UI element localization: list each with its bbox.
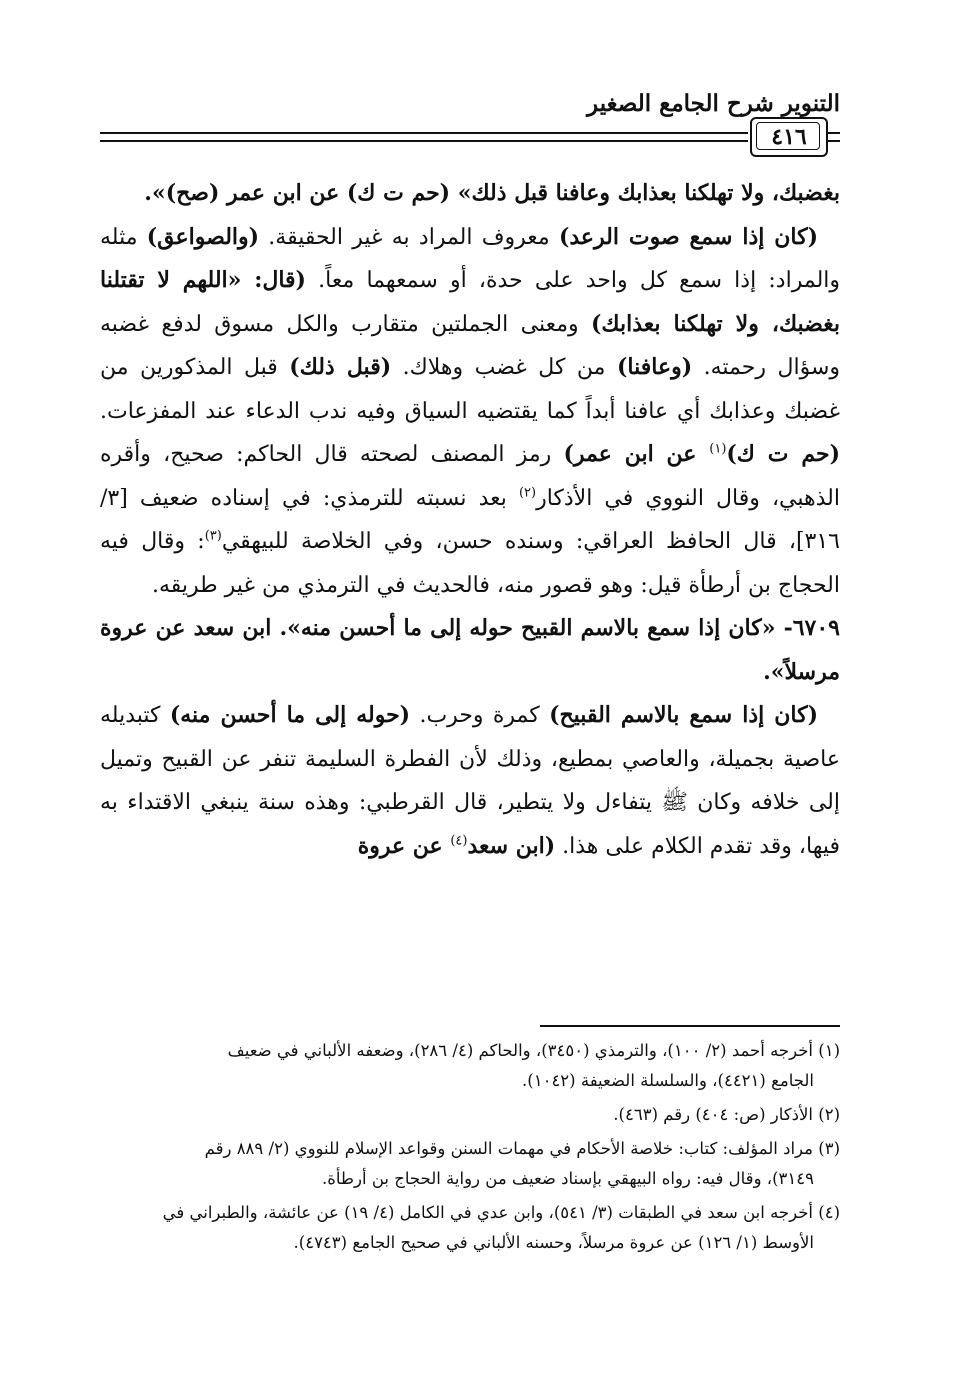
quoted-text: (والصواعق): [146, 223, 260, 250]
quoted-text: (حوله إلى ما أحسن منه): [169, 702, 411, 728]
footnote: [100, 1198, 840, 1258]
footnote-text: الأوسط (١/ ١٢٦) عن عروة مرسلاً، وحسنه الألباني في صحيح الجامع (٤٧٤٣).: [293, 1233, 814, 1252]
quoted-text: عن ابن عمر): [563, 441, 710, 467]
hadith-entry: ٦٧٠٩- «كان إذا سمع بالاسم القبيح حوله إلى ما أحسن منه». ابن سعد عن عروة مرسلاً».: [100, 615, 840, 685]
commentary-text: : وقال فيه الحجاج بن أرطأة قيل: وهو قصور منه، فالحديث في الترمذي من غير طريقه.: [100, 529, 840, 598]
commentary-text: ومعنى الجملتين متقارب والكل مسوق لدفع غضبه وسؤال رحمته.: [100, 311, 841, 380]
footnote: (٢) الأذكار (ص: ٤٠٤) رقم (٤٦٣).: [613, 1105, 840, 1124]
footnote-text: الجامع (٤٤٢١)، والسلسلة الضعيفة (١٠٤٢).: [522, 1071, 814, 1090]
running-title: التنوير شرح الجامع الصغير: [587, 90, 840, 117]
footnote-text: (١) أخرجه أحمد (٢/ ١٠٠)، والترمذي (٣٤٥٠)، والحاكم (٤/ ٢٨٦)، وضعفه الألباني في ضعيف: [227, 1041, 840, 1060]
quoted-text: (ابن سعد: [467, 832, 556, 859]
footnote-marker: (١): [709, 441, 727, 457]
header-rule-tail: [828, 132, 840, 142]
page-number: ٤١٦: [750, 117, 828, 157]
header-rule: [100, 140, 748, 142]
commentary-text: رمز المصنف لصحته قال الحاكم: صحيح، وأقره الذهبي، وقال النووي في الأذكار: [100, 442, 841, 511]
header-rule: [100, 132, 748, 134]
commentary-text: قبل المذكورين من غضبك وعذابك أي عافنا أبداً كما يقتضيه السياق وفيه ندب الدعاء عند المفزعات.: [100, 355, 840, 424]
quoted-text: (كان إذا سمع صوت الرعد): [558, 223, 818, 250]
quoted-text: (كان إذا سمع بالاسم القبيح): [549, 702, 818, 728]
commentary-text: بعد نسبته للترمذي: في إسناده ضعيف [٣/ ٣١٦]، قال الحافظ العراقي: وسنده حسن، وفي الخلاصة للبيهقي: [100, 485, 840, 554]
quoted-text: (قال: «اللهم لا تقتلنا بغضبك، ولا تهلكنا بعذابك): [100, 267, 840, 337]
commentary-paragraph: [100, 694, 840, 868]
paragraph-continuation: بغضبك، ولا تهلكنا بعذابك وعافنا قبل ذلك» (حم ت ك) عن ابن عمر (صح)».: [144, 180, 840, 206]
quoted-text: (وعافنا): [616, 354, 693, 380]
quoted-text: عن عروة: [357, 832, 451, 859]
footnote-marker: (٢): [518, 485, 537, 501]
footnote-marker: (٤): [450, 833, 468, 849]
commentary-text: مثله والمراد: إذا سمع كل واحد على حدة، أو سمعهما معاً.: [100, 224, 841, 293]
footnote-text: (٣) مراد المؤلف: كتاب: خلاصة الأحكام في مهمات السنن وقواعد الإسلام للنووي (٢/ ٨٨٩ رقم: [204, 1139, 840, 1158]
footnote-text: (٤) أخرجه ابن سعد في الطبقات (٣/ ٥٤١)، وابن عدي في الكامل (٤/ ١٩) عن عائشة، والطبراني في: [162, 1203, 840, 1222]
main-text: [100, 172, 840, 868]
page-header: [100, 88, 840, 158]
footnote-separator: [540, 1025, 840, 1027]
commentary-text: من كل غضب وهلاك.: [391, 355, 617, 380]
quoted-text: (حم ت ك): [726, 441, 840, 467]
footnotes: [100, 1036, 840, 1262]
commentary-text: معروف المراد به غير الحقيقة.: [259, 224, 559, 250]
commentary-paragraph: [100, 216, 840, 608]
commentary-text: كمرة وحرب.: [410, 703, 550, 728]
footnote: [100, 1036, 840, 1096]
footnote: [100, 1134, 840, 1194]
footnote-text: ٣١٤٩)، وقال فيه: رواه البيهقي بإسناد ضعيف من رواية الحجاج بن أرطأة.: [321, 1169, 814, 1188]
commentary-text: كتبديله عاصية بجميلة، والعاصي بمطيع، وذلك لأن الفطرة السليمة تنفر عن القبيح وتميل إلى خلافه وكان ﷺ يتفاءل ولا يتطير، قال القرطبي: وهذه سنة ينبغي الاقتداء به فيها، وقد تقدم الكلام على هذا.: [100, 703, 840, 859]
footnote-marker: (٣): [204, 528, 222, 544]
quoted-text: (قبل ذلك): [289, 354, 392, 380]
